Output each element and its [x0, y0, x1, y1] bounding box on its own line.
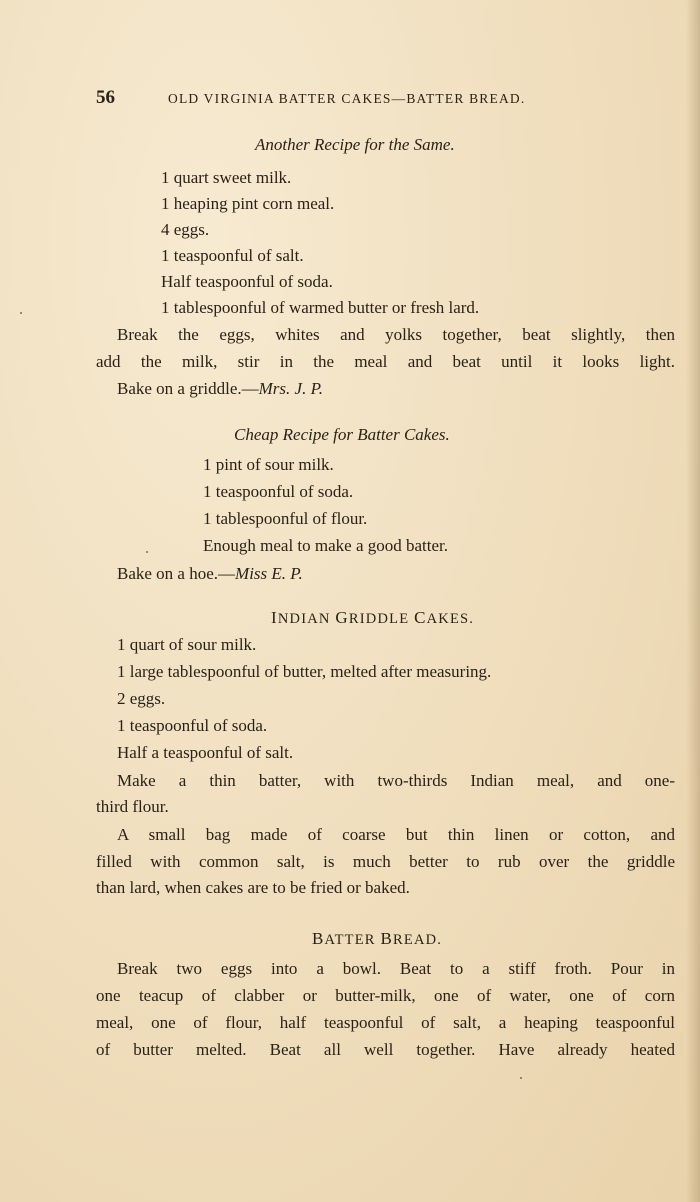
- ingredient-line: 1 heaping pint corn meal.: [161, 194, 335, 213]
- direction-line: one teacup of clabber or butter-milk, one of water, one of corn: [96, 986, 675, 1005]
- direction-line: Break two eggs into a bowl. Beat to a stiff froth. Pour in: [117, 959, 675, 978]
- ingredient-line: 1 large tablespoonful of butter, melted after measuring.: [117, 662, 492, 681]
- ingredient-line: 1 tablespoonful of warmed butter or fresh lard.: [161, 298, 480, 317]
- recipe-title: Another Recipe for the Same.: [255, 135, 455, 154]
- page-edge-shadow: [686, 0, 700, 1202]
- attribution: Mrs. J. P.: [258, 379, 324, 398]
- direction-line: third flour.: [96, 797, 169, 816]
- ingredient-line: Half teaspoonful of soda.: [161, 272, 333, 291]
- paper-speck: [20, 312, 22, 314]
- ingredient-line: 1 tablespoonful of flour.: [203, 509, 368, 528]
- page-header: [96, 87, 616, 111]
- direction-line: filled with common salt, is much better to rub over the griddle: [96, 852, 675, 871]
- ingredient-line: 1 teaspoonful of soda.: [117, 716, 268, 735]
- direction-text: Bake on a griddle.—: [117, 379, 259, 398]
- attribution: Miss E. P.: [235, 564, 303, 583]
- direction-line: meal, one of flour, half teaspoonful of salt, a heaping teaspoonful: [96, 1013, 675, 1032]
- direction-line: Make a thin batter, with two-thirds Indian meal, and one-: [117, 771, 675, 790]
- ingredient-line: 4 eggs.: [161, 220, 210, 239]
- direction-line: add the milk, stir in the meal and beat until it looks light.: [96, 352, 675, 371]
- ingredient-line: 1 teaspoonful of soda.: [203, 482, 354, 501]
- direction-line: [117, 563, 303, 585]
- recipe-title: Cheap Recipe for Batter Cakes.: [234, 425, 450, 444]
- recipe-title: BATTER BREAD.: [312, 929, 443, 948]
- ingredient-line: Half a teaspoonful of salt.: [117, 743, 294, 762]
- direction-line: A small bag made of coarse but thin linen or cotton, and: [117, 825, 675, 844]
- ingredient-line: Enough meal to make a good batter.: [203, 536, 449, 555]
- direction-line: [117, 378, 323, 400]
- page-number: 56: [96, 87, 115, 108]
- ingredient-line: 1 quart sweet milk.: [161, 168, 292, 187]
- direction-line: of butter melted. Beat all well together. Have already heated: [96, 1040, 675, 1059]
- running-head: OLD VIRGINIA BATTER CAKES—BATTER BREAD.: [168, 91, 526, 106]
- ingredient-line: 1 pint of sour milk.: [203, 455, 334, 474]
- paper-speck: [146, 551, 148, 553]
- recipe-title: INDIAN GRIDDLE CAKES.: [271, 608, 475, 627]
- ingredient-line: 1 teaspoonful of salt.: [161, 246, 304, 265]
- direction-line: than lard, when cakes are to be fried or baked.: [96, 878, 410, 897]
- ingredient-line: 1 quart of sour milk.: [117, 635, 257, 654]
- paper-speck: [520, 1077, 522, 1079]
- ingredient-line: 2 eggs.: [117, 689, 166, 708]
- direction-text: Bake on a hoe.—: [117, 564, 236, 583]
- direction-line: Break the eggs, whites and yolks together, beat slightly, then: [117, 325, 675, 344]
